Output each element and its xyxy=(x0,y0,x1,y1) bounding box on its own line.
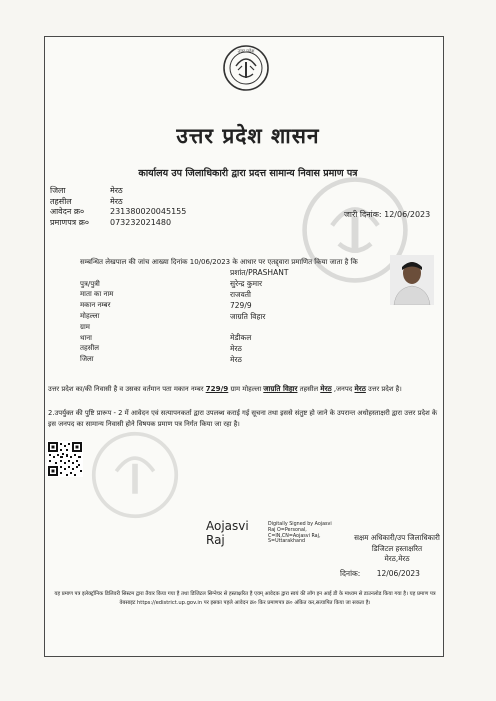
statement-text: तहसील xyxy=(297,385,321,393)
field-row xyxy=(80,322,288,333)
svg-text:उत्तर प्रदेश: उत्तर प्रदेश xyxy=(237,49,255,55)
info-value: मेरठ xyxy=(110,186,123,195)
signature-detail-line: Digitally Signed by Aojasvi xyxy=(268,522,332,527)
house-number: 729/9 xyxy=(205,384,229,393)
info-row xyxy=(50,186,186,197)
government-title: उत्तर प्रदेश शासन xyxy=(176,123,320,148)
applicant-fields xyxy=(80,268,288,365)
signatory-line: डिजिटल हस्ताक्षरित xyxy=(371,543,423,553)
field-label: मोहल्ला xyxy=(80,312,100,321)
field-value: राजवती xyxy=(230,289,251,299)
field-label: थाना xyxy=(80,333,92,342)
signature-date-value: 12/06/2023 xyxy=(376,569,420,578)
qr-code-icon xyxy=(47,441,83,477)
info-label: जिला xyxy=(50,186,66,195)
statement-text: उत्तर प्रदेश का/की निवासी है व उसका वर्तमान पता मकान नम्बर xyxy=(48,385,206,393)
info-label: तहसील xyxy=(50,196,72,206)
intro-text: सम्बन्धित लेखपाल की जांच आख्या दिनांक 10/06/2023 के आधार पर एतद्द्वारा प्रमाणित किया जाता है कि xyxy=(80,258,358,266)
signatory-line: मेरठ,मेरठ xyxy=(384,554,410,563)
verification-statement: 2.उपर्युक्त की पुष्टि प्रारूप - 2 में आवेदन एवं सत्यापनकर्ता द्वारा उपलब्ध कराई गई सूचना तथा इससे संतुष्ट हो जाने के उपरान्त अधोहस्ताक्षरी द्वारा उत्तर प्रदेश के इस जनपद का सामान्य निवासी होने विषयक प्रमाण पत्र निर्गत किया जा रहा है। xyxy=(48,409,438,428)
statement-text: ,जनपद xyxy=(331,385,355,393)
field-row xyxy=(80,354,288,365)
field-value: मेडीकल xyxy=(230,333,252,343)
field-label: माता का नाम xyxy=(80,290,114,299)
field-row xyxy=(80,268,288,279)
field-value: सुरेन्द्र कुमार xyxy=(230,279,263,289)
field-value: मेरठ xyxy=(230,343,242,353)
statement-text: उत्तर प्रदेश है। xyxy=(365,385,402,393)
field-label: जिला xyxy=(80,355,94,364)
applicant-photo xyxy=(390,255,434,305)
field-label: पुत्र/पुत्री xyxy=(80,279,100,288)
info-row xyxy=(50,207,186,218)
certificate-subtitle: कार्यालय उप जिलाधिकारी द्वारा प्रदत्त सामान्य निवास प्रमाण पत्र xyxy=(138,168,358,179)
field-value: 729/9 xyxy=(230,301,252,311)
field-row xyxy=(80,300,288,311)
signer-name-line: Aojasvi xyxy=(206,519,249,533)
signature-detail-line: C=IN,CN=Aojasvi Raj, xyxy=(268,533,321,539)
footer-note: यह प्रमाण पत्र इलेक्ट्रॉनिक डिलिवरी सिस्टम द्वारा तैयार किया गया है तथा डिजिटल सिग्नेचर से हस्ताक्षरित है एवम् आवेदक द्वारा स्वयं की लॉग इन आई डी के माध्यम से डाउनलोड किया गया है। यह प्रमाण पत्र वेबसाइट https://edistrict.up.gov.in पर इसका पहले आवेदन क्र० किर प्रमाणपत्र क्र० अंकित कर,सत्यापित किया जा सकता है। xyxy=(54,591,436,606)
info-label: प्रमाणपत्र क्र० xyxy=(50,217,89,227)
info-row xyxy=(50,218,186,229)
field-label: तहसील xyxy=(80,344,99,353)
field-row xyxy=(80,290,288,301)
person-photo-icon xyxy=(390,255,434,305)
field-row xyxy=(80,311,288,322)
tehsil-name: मेरठ xyxy=(320,384,332,393)
signature-date xyxy=(340,569,420,579)
field-label: मकान नम्बर xyxy=(80,301,111,310)
signer-name xyxy=(206,519,249,547)
applicant-name: प्रशांत/PRASHANT xyxy=(230,268,289,278)
field-row xyxy=(80,279,288,290)
watermark-emblem-icon xyxy=(90,430,180,520)
signature-detail-line: S=Uttarakhand xyxy=(268,539,306,545)
field-row xyxy=(80,333,288,344)
statement-text: ग्राम मोहल्ला xyxy=(228,385,264,393)
residence-statement xyxy=(48,383,440,395)
district-name: मेरठ xyxy=(354,384,366,393)
up-emblem-icon xyxy=(222,44,270,92)
field-row xyxy=(80,344,288,355)
signatory-line: सक्षम अधिकारी/उप जिलाधिकारी xyxy=(354,533,440,542)
top-info xyxy=(50,186,186,228)
info-row xyxy=(50,197,186,208)
application-number: 231380020045155 xyxy=(110,207,187,216)
mohalla-name: जाग्रति विहार xyxy=(263,384,298,393)
signature-date-label: दिनांक: xyxy=(340,569,361,578)
signer-name-line: Raj xyxy=(206,533,225,547)
field-value: मेरठ xyxy=(230,354,242,364)
signatory-block xyxy=(352,533,442,565)
field-label: ग्राम xyxy=(80,322,90,331)
certificate-number: 073232021480 xyxy=(110,217,172,227)
info-value: मेरठ xyxy=(110,196,123,206)
issue-date-value: 12/06/2023 xyxy=(384,210,431,219)
issue-date-label: जारी दिनांक: xyxy=(344,210,382,219)
field-value: जाग्रति विहार xyxy=(230,311,266,321)
info-label: आवेदन क्र० xyxy=(50,207,85,216)
digital-signature-details xyxy=(268,522,346,545)
signature-detail-line: Raj O=Personal, xyxy=(268,527,307,533)
issue-date xyxy=(344,209,430,220)
